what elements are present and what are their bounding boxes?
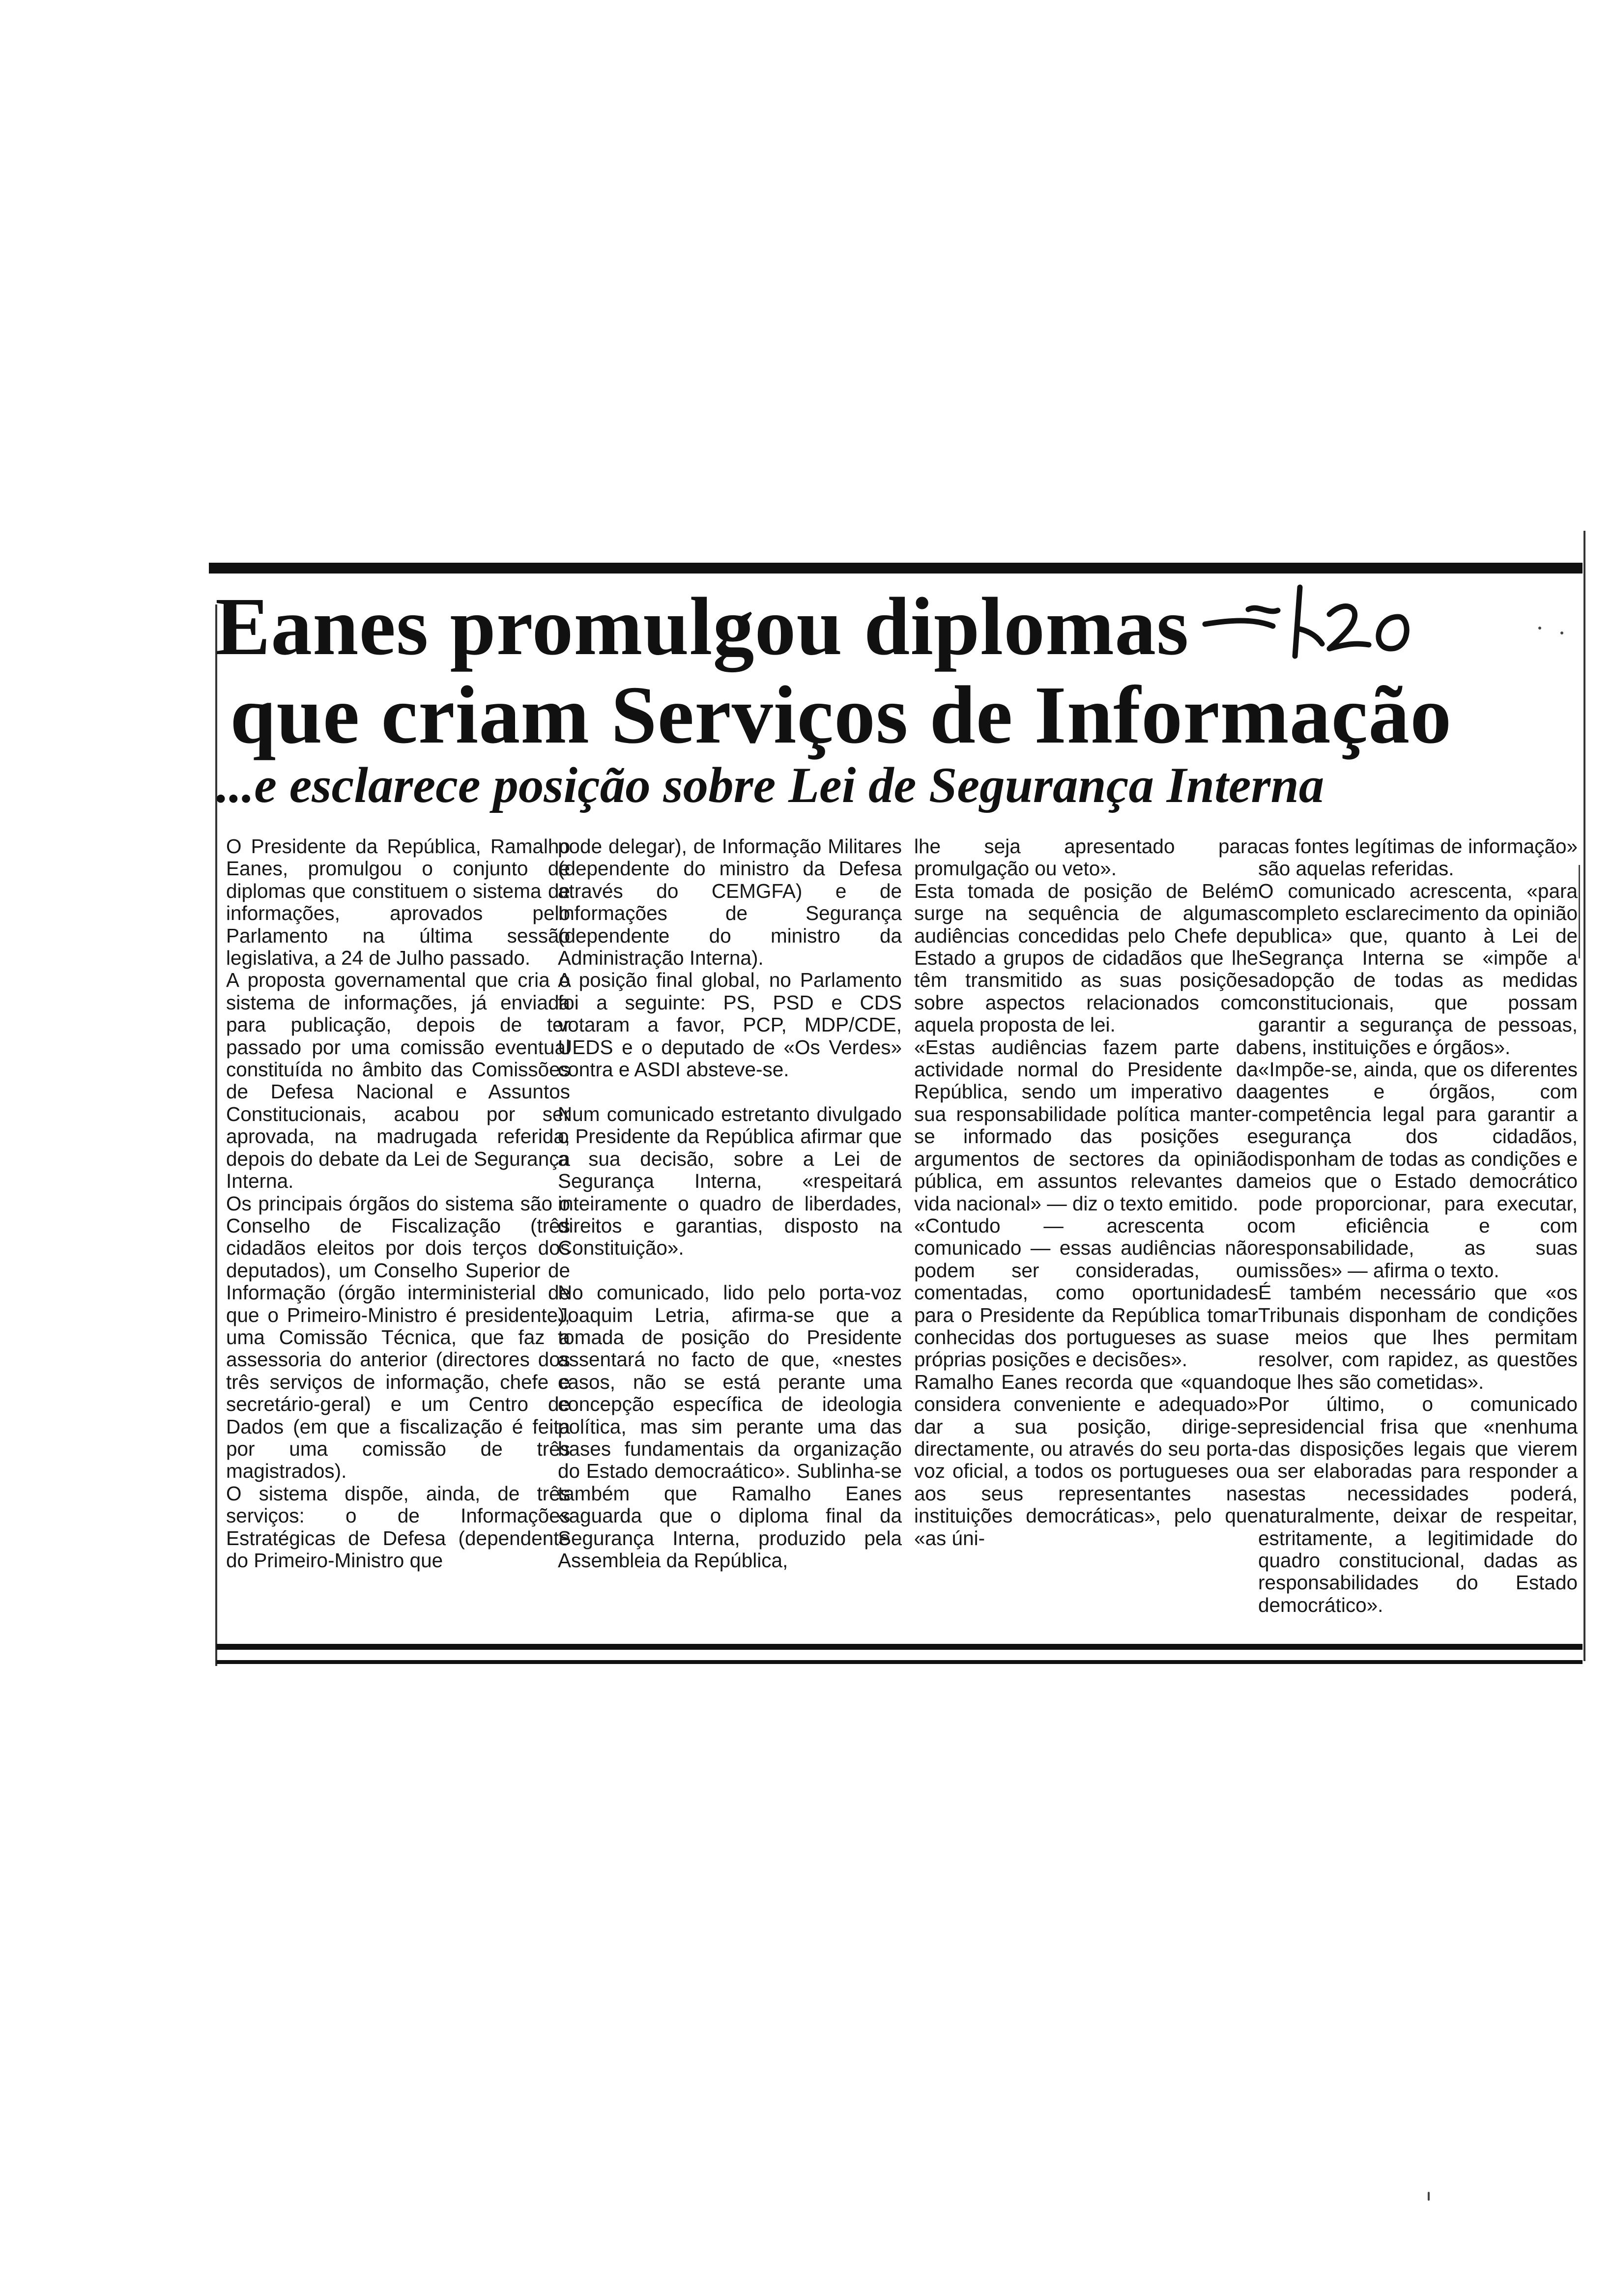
article-column-3: lhe seja apresentado para promulgação ou veto». Esta tomada de posição de Belém surge na sequência de algumas audiências concedidas pelo Chefe de Estado a grupos de cidadãos que lhe têm transmitido as suas posições sobre aspectos relacionados com aquela proposta de lei. «Estas audiências fazem parte da actividade normal do Presidente da República, sendo um imperativo da sua responsabilidade política manter-se informado das posições e argumentos de sectores da opinião pública, em assuntos relevantes da vida nacional» — diz o texto emitido. «Contudo — acrescenta o comunicado — essas audiências não podem ser consideradas, ou comentadas, como oportunidades para o Presidente da República tomar conhecidas dos portugueses as suas próprias posições e decisões». Ramalho Eanes recorda que «quando considera conveniente e adequado» dar a sua posição, dirige-se directamente, ou através do seu porta-voz oficial, a todos os portugueses ou aos seus representantes nas instituições democráticas», pelo que «as úni- xyxy=(914,835,1258,1550)
scan-speck xyxy=(1560,631,1563,634)
scan-speck xyxy=(1538,627,1541,630)
bottom-rule-secondary xyxy=(216,1660,1583,1664)
scan-mark xyxy=(1428,2192,1430,2201)
headline-line-2: que criam Serviços de Informação xyxy=(230,669,1452,761)
right-border-rule xyxy=(1583,531,1585,1661)
right-margin-mark xyxy=(1579,865,1580,958)
bottom-rule xyxy=(216,1644,1583,1650)
handwritten-annotation xyxy=(1199,575,1415,668)
article-column-1: O Presidente da República, Ramalho Eanes, promulgou o conjunto de diplomas que constituem o sistema de informações, aprovados pelo Parlamento na última sessão legislativa, a 24 de Julho passado. A proposta governamental que cria o sistema de informações, já enviada para publicação, depois de ter passado por uma comissão eventual constituída no âmbito das Comissões de Defesa Nacional e Assuntos Constitucionais, acabou por ser aprovada, na madrugada referida, depois do debate da Lei de Segurança Interna. Os principais órgãos do sistema são o Conselho de Fiscalização (três cidadãos eleitos por dois terços dos deputados), um Conselho Superior de Informação (órgão interministerial de que o Primeiro-Ministro é presidente), uma Comissão Técnica, que faz a assessoria do anterior (directores dos três serviços de informação, chefe e secretário-geral) e um Centro de Dados (em que a fiscalização é feita por uma comissão de três magistrados). O sistema dispõe, ainda, de três serviços: o de Informações Estratégicas de Defesa (dependente do Primeiro-Ministro que xyxy=(226,835,570,1572)
top-rule xyxy=(209,563,1583,574)
headline-line-1: Eanes promulgou diplomas xyxy=(215,581,1189,672)
article-column-2: pode delegar), de Informação Militares (dependente do ministro da Defesa através do CEMGFA) e de Informações de Segurança (dependente do ministro da Administração Interna). A posição final global, no Parlamento foi a seguinte: PS, PSD e CDS votaram a favor, PCP, MDP/CDE, UEDS e o deputado de «Os Verdes» contra e ASDI absteve-se. Num comunicado estretanto divulgado o Presidente da República afirmar que a sua decisão, sobre a Lei de Segurança Interna, «respeitará inteiramente o quadro de liberdades, direitos e garantias, disposto na Constituição». No comunicado, lido pelo porta-voz Joaquim Letria, afirma-se que a tomada de posição do Presidente assentará no facto de que, «nestes casos, não se está perante uma concepção específica de ideologia política, mas sim perante uma das bases fundamentais da organização do Estado democraático». Sublinha-se também que Ramalho Eanes «aguarda que o diploma final da Segurança Interna, produzido pela Assembleia da República, xyxy=(558,835,902,1572)
article-column-4: cas fontes legítimas de informação» são aquelas referidas. O comunicado acrescenta, «para completo esclarecimento da opinião publica» que, quanto à Lei de Segrança Interna se «impõe a adopção de todas as medidas constitucionais, que possam garantir a segurança de pessoas, bens, instituições e órgãos». «Impõe-se, ainda, que os diferentes agentes e órgãos, com competência legal para garantir a segurança dos cidadãos, disponham de todas as condições e meios que o Estado democrático pode proporcionar, para executar, com eficiência e com responsabilidade, as suas missões» — afirma o texto. É também necessário que «os Tribunais disponham de condições e meios que lhes permitam resolver, com rapidez, as questões que lhes são cometidas». Por último, o comunicado presidencial frisa que «nenhuma das disposições legais que vierem a ser elaboradas para responder a estas necessidades poderá, naturalmente, deixar de respeitar, estritamente, a legitimidade do quadro constitucional, dadas as responsabilidades do Estado democrático». xyxy=(1258,835,1578,1616)
subheadline: ...e esclarece posição sobre Lei de Segurança Interna xyxy=(216,757,1324,813)
